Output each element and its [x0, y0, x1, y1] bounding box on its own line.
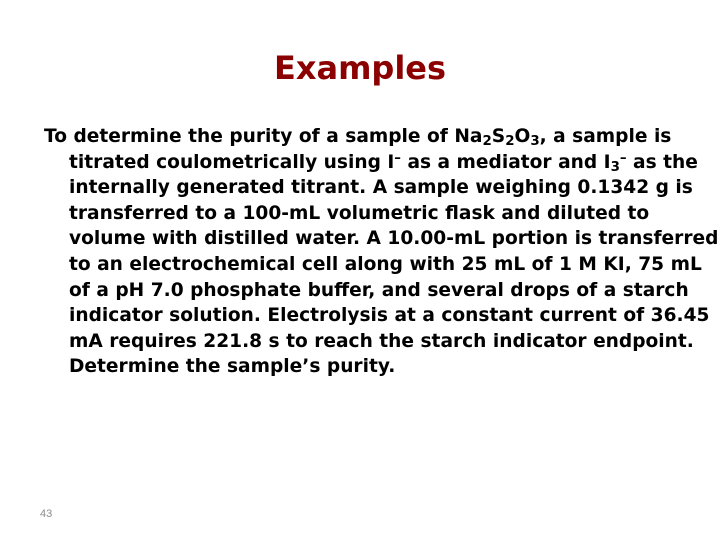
subscript: 2	[505, 133, 515, 149]
problem-text-part: as a mediator and I	[400, 151, 611, 173]
problem-text-part: To determine the purity of a sample of Na	[44, 126, 483, 147]
page-number: 43	[40, 508, 53, 520]
problem-text-part: as the internally generated titrant. A sample weighing 0.1342 g is transferred to a 100-mL volumetric flask and diluted to volume with distilled water. A 10.00-mL portion is transferred to an electrochemical cell along with 25 mL of 1 M KI, 75 mL of a pH 7.0 phosphate buffer, and several drops of a starch indicator solution. Electrolysis at a constant current of 36.45 mA requires 221.8 s to reach the starch indicator endpoint. Determine the sample’s purity.	[69, 151, 719, 378]
slide-title: Examples	[273, 49, 447, 87]
superscript: –	[619, 150, 627, 166]
problem-text-part: O	[514, 126, 531, 147]
problem-text	[44, 124, 719, 380]
problem-text-part: S	[491, 126, 506, 147]
subscript: 3	[610, 159, 620, 175]
superscript: –	[394, 150, 401, 166]
problem-text-part: , a sample is titrated coulometrically using I	[69, 126, 672, 173]
subscript: 3	[530, 133, 540, 149]
subscript: 2	[482, 133, 492, 149]
